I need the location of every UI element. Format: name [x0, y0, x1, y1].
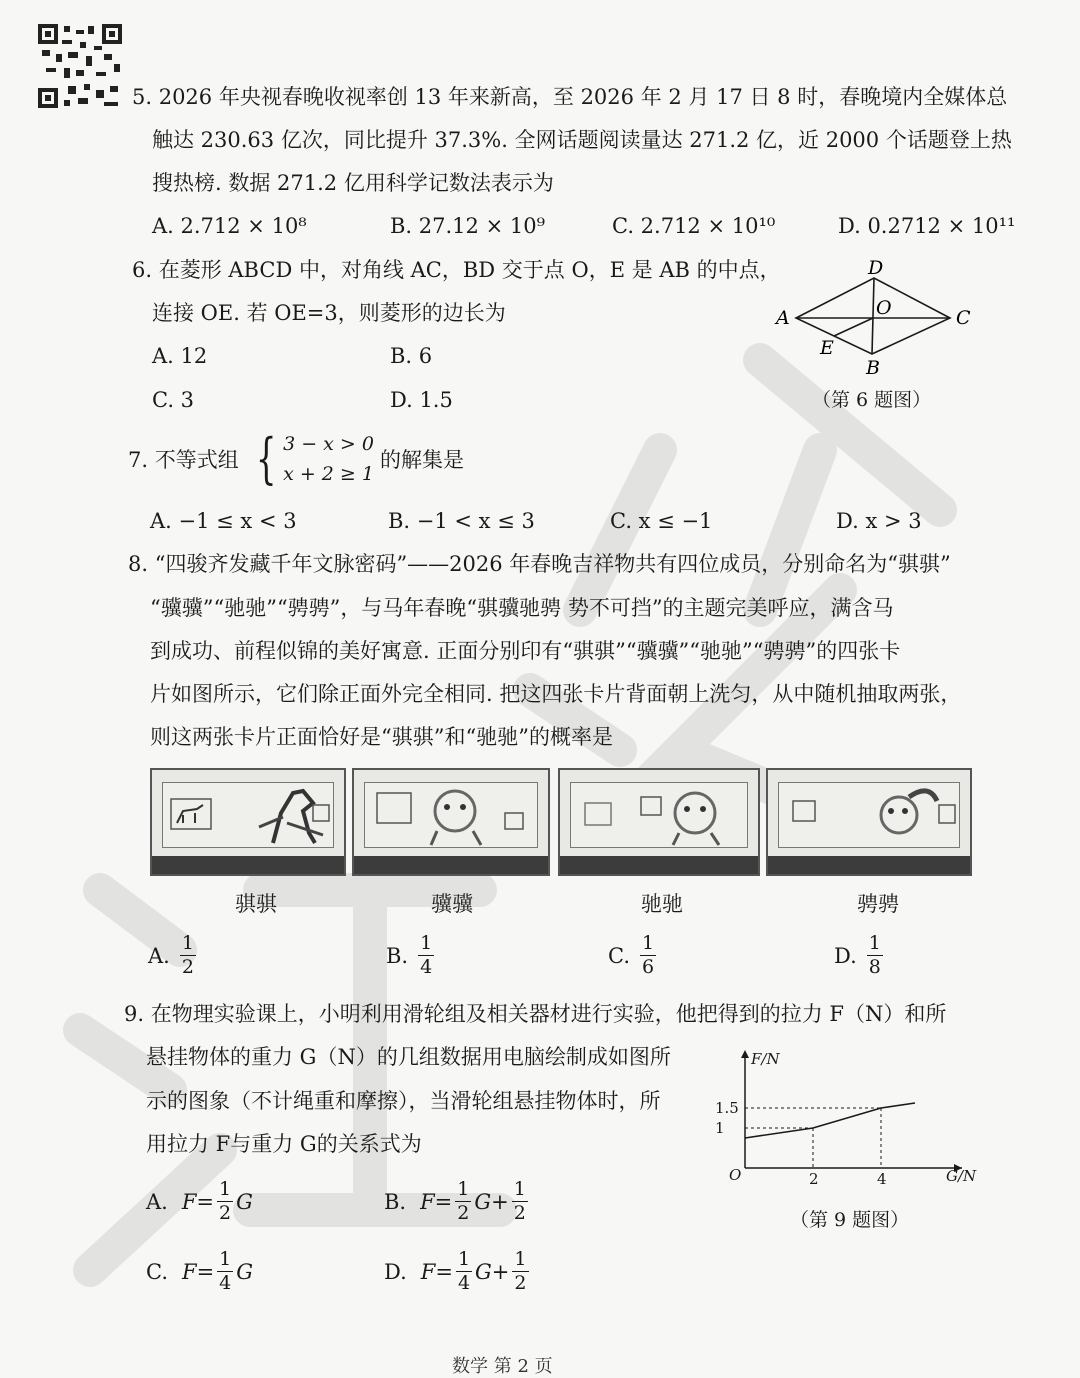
y-axis-arrow-icon: [741, 1050, 749, 1058]
q8-line5: 则这两张卡片正面恰好是“骐骐”和“驰驰”的概率是: [150, 725, 613, 749]
q9-option-b[interactable]: B. F= $\frac{1}{2}$ G+ $\frac{1}{2}$: [384, 1178, 526, 1224]
origin-label: O: [729, 1166, 742, 1184]
y-axis-label: F/N: [751, 1050, 780, 1068]
label-d: D: [868, 258, 884, 279]
x-tick-label: 4: [877, 1170, 887, 1188]
q5-option-a[interactable]: A. 2.712 × 10⁸: [152, 214, 307, 238]
q8-line4: 片如图所示，它们除正面外完全相同. 把这四张卡片背面朝上洗匀，从中随机抽取两张，: [150, 682, 962, 706]
y-tick-label: 1.5: [715, 1099, 739, 1117]
q7-inequality-2: x + 2 ≥ 1: [283, 463, 374, 485]
mascot-image: [365, 783, 539, 847]
q7-option-b[interactable]: B. −1 < x ≤ 3: [388, 509, 535, 533]
q5-option-c[interactable]: C. 2.712 × 10¹⁰: [612, 214, 776, 238]
q7-option-d[interactable]: D. x > 3: [836, 509, 922, 533]
q9-figure-caption: （第 9 题图）: [790, 1209, 910, 1231]
q8-option-c[interactable]: C. $\frac{1}{6}$: [608, 932, 655, 978]
q9-option-c[interactable]: C. F= $\frac{1}{4}$ G: [146, 1248, 254, 1294]
q8-line2: “骥骥”“驰驰”“骋骋”，与马年春晚“骐骥驰骋 势不可挡”的主题完美呼应，满含马: [150, 596, 894, 620]
segment-oe: [834, 318, 873, 336]
q8-option-b[interactable]: B. $\frac{1}{4}$: [386, 932, 433, 978]
mascot-image: [779, 783, 961, 847]
y-tick-label: 1: [715, 1119, 725, 1137]
x-tick-label: 2: [809, 1170, 819, 1188]
label-b: B: [866, 357, 880, 378]
q5-option-b[interactable]: B. 27.12 × 10⁹: [390, 214, 545, 238]
q7-option-c[interactable]: C. x ≤ −1: [610, 509, 713, 533]
q5-line2: 触达 230.63 亿次，同比提升 37.3%. 全网话题阅读量达 271.2 亿，近 2000 个话题登上热: [152, 128, 1012, 152]
q7-system: [283, 429, 374, 489]
q7-prefix: 7. 不等式组: [128, 448, 239, 472]
qr-code: [38, 24, 122, 108]
q6-option-a[interactable]: A. 12: [152, 344, 208, 368]
card-label-qiqi: 骐骐: [235, 892, 277, 916]
page-footer: 数学 第 2 页: [452, 1356, 553, 1377]
q5-line3: 搜热榜. 数据 271.2 亿用科学记数法表示为: [152, 171, 554, 195]
label-o: O: [876, 297, 892, 319]
q9-line1: 9. 在物理实验课上，小明利用滑轮组及相关器材进行实验，他把得到的拉力 F（N）和所: [124, 1002, 947, 1026]
label-e: E: [820, 337, 834, 359]
q7-option-a[interactable]: A. −1 ≤ x < 3: [150, 509, 297, 533]
card-chengcheng[interactable]: [766, 768, 972, 876]
q7-stem: [128, 428, 464, 490]
mascot-image: [571, 783, 749, 847]
q6-option-b[interactable]: B. 6: [390, 344, 433, 368]
q9-line2: 悬挂物体的重力 G（N）的几组数据用电脑绘制成如图所: [146, 1045, 671, 1069]
x-axis-label: G/N: [946, 1167, 977, 1185]
rhombus-figure: [770, 258, 980, 378]
q6-line1: 6. 在菱形 ABCD 中，对角线 AC，BD 交于点 O，E 是 AB 的中点，: [132, 258, 781, 282]
q9-option-d[interactable]: D. F= $\frac{1}{4}$ G+ $\frac{1}{2}$: [384, 1248, 527, 1294]
q6-option-c[interactable]: C. 3: [152, 388, 195, 412]
q8-line1: 8. “四骏齐发藏千年文脉密码”——2026 年春晚吉祥物共有四位成员，分别命名为“骐骐”: [128, 552, 951, 576]
brace-icon: {: [255, 427, 277, 490]
diagonal-bd: [872, 278, 874, 354]
label-a: A: [776, 307, 790, 329]
q6-line2: 连接 OE. 若 OE=3，则菱形的边长为: [152, 301, 506, 325]
q8-line3: 到成功、前程似锦的美好寓意. 正面分别印有“骐骐”“骥骥”“驰驰”“骋骋”的四张卡: [150, 639, 901, 663]
horse-image: [163, 783, 335, 847]
q5-option-d[interactable]: D. 0.2712 × 10¹¹: [838, 214, 1016, 238]
q7-inequality-1: 3 − x > 0: [283, 433, 374, 455]
q5-line1: 5. 2026 年央视春晚收视率创 13 年来新高，至 2026 年 2 月 17 日 8 时，春晚境内全媒体总: [132, 85, 1008, 109]
q6-figure-caption: （第 6 题图）: [812, 389, 932, 411]
card-qiqi[interactable]: [150, 768, 346, 876]
card-jiji[interactable]: [352, 768, 550, 876]
card-label-chengcheng: 骋骋: [857, 892, 899, 916]
q8-option-a[interactable]: A. $\frac{1}{2}$: [148, 932, 194, 978]
q9-line3: 示的图象（不计绳重和摩擦），当滑轮组悬挂物体时，所: [146, 1089, 661, 1113]
q9-line4: 用拉力 F与重力 G的关系式为: [146, 1132, 422, 1156]
q7-suffix: 的解集是: [379, 448, 464, 472]
q9-option-a[interactable]: A. F= $\frac{1}{2}$ G: [146, 1178, 253, 1224]
q6-option-d[interactable]: D. 1.5: [390, 388, 453, 412]
card-label-chichi: 驰驰: [641, 892, 683, 916]
label-c: C: [956, 307, 971, 329]
card-label-jiji: 骥骥: [431, 892, 473, 916]
card-chichi[interactable]: [558, 768, 760, 876]
q9-chart: [700, 1040, 980, 1200]
q8-option-d[interactable]: D. $\frac{1}{8}$: [834, 932, 881, 978]
